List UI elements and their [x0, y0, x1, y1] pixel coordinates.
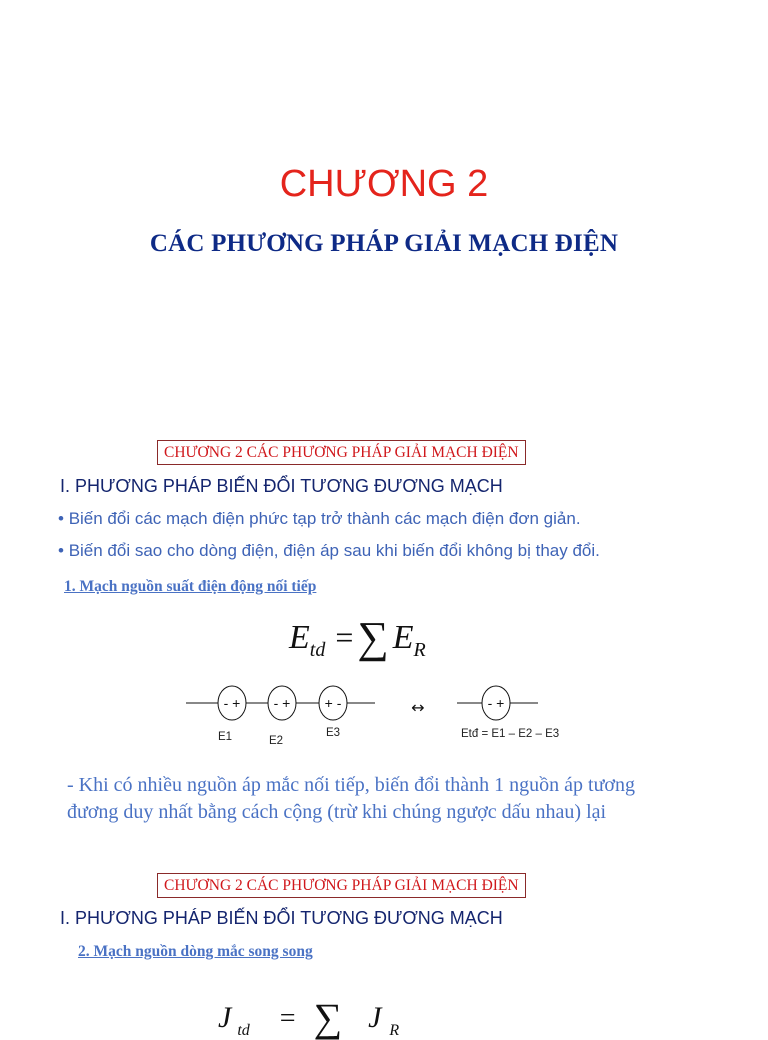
bullet-symbol: • — [58, 509, 64, 528]
source-sign: - + — [273, 695, 291, 711]
bullet-text: Biến đổi sao cho dòng điện, điện áp sau khi biến đổi không bị thay đổi. — [68, 541, 600, 560]
bullet-symbol: • — [58, 541, 64, 560]
slide1-paragraph — [67, 772, 635, 826]
chapter-subtitle: CÁC PHƯƠNG PHÁP GIẢI MẠCH ĐIỆN — [149, 230, 619, 257]
slide1-subheading: 1. Mạch nguồn suất điện động nối tiếp — [64, 578, 317, 595]
formula-equals: = — [335, 619, 354, 655]
chapter-title: CHƯƠNG 2 — [279, 163, 489, 205]
slide1-section-heading: I. PHƯƠNG PHÁP BIẾN ĐỔI TƯƠNG ĐƯƠNG MẠCH — [60, 476, 503, 496]
formula-equals: = — [279, 1003, 296, 1034]
slide1-boxed-title: CHƯƠNG 2 CÁC PHƯƠNG PHÁP GIẢI MẠCH ĐIỆN — [157, 440, 526, 465]
source-label-e3: E3 — [326, 727, 341, 739]
paragraph-line: - Khi có nhiều nguồn áp mắc nối tiếp, biến đổi thành 1 nguồn áp tương — [67, 774, 635, 796]
source-label-e2: E2 — [269, 735, 284, 747]
slide2-subheading: 2. Mạch nguồn dòng mắc song song — [78, 943, 313, 960]
formula-lhs-subscript: td — [237, 1022, 250, 1039]
sum-symbol: ∑ — [357, 613, 389, 662]
current-parallel-formula — [218, 990, 400, 1040]
slide2-section-heading: I. PHƯƠNG PHÁP BIẾN ĐỔI TƯƠNG ĐƯƠNG MẠCH — [60, 908, 503, 928]
source-label-e1: E1 — [218, 731, 233, 743]
formula-lhs: E — [289, 619, 310, 656]
slide2-boxed-title: CHƯƠNG 2 CÁC PHƯƠNG PHÁP GIẢI MẠCH ĐIỆN — [157, 873, 526, 898]
formula-lhs-subscript: td — [309, 639, 326, 661]
emf-series-formula — [289, 608, 426, 662]
formula-rhs-subscript: R — [413, 639, 426, 661]
formula-lhs: J — [218, 1001, 232, 1034]
formula-rhs: J — [368, 1001, 382, 1034]
series-source-diagram — [180, 675, 580, 750]
source-sign: - + — [487, 695, 505, 711]
equivalence-arrow: ↔ — [411, 698, 425, 717]
bullet-item — [58, 541, 600, 561]
formula-rhs: E — [392, 619, 414, 656]
sum-symbol: ∑ — [313, 995, 343, 1040]
paragraph-line: đương duy nhất bằng cách cộng (trừ khi chúng ngược dấu nhau) lại — [67, 801, 607, 823]
source-sign: - + — [223, 695, 241, 711]
formula-rhs-subscript: R — [389, 1022, 400, 1039]
bullet-text: Biến đổi các mạch điện phức tạp trở thành các mạch điện đơn giản. — [68, 509, 581, 528]
equivalent-label: Etđ = E1 – E2 – E3 — [461, 728, 560, 740]
source-sign: + - — [324, 695, 342, 711]
bullet-item — [58, 509, 581, 529]
